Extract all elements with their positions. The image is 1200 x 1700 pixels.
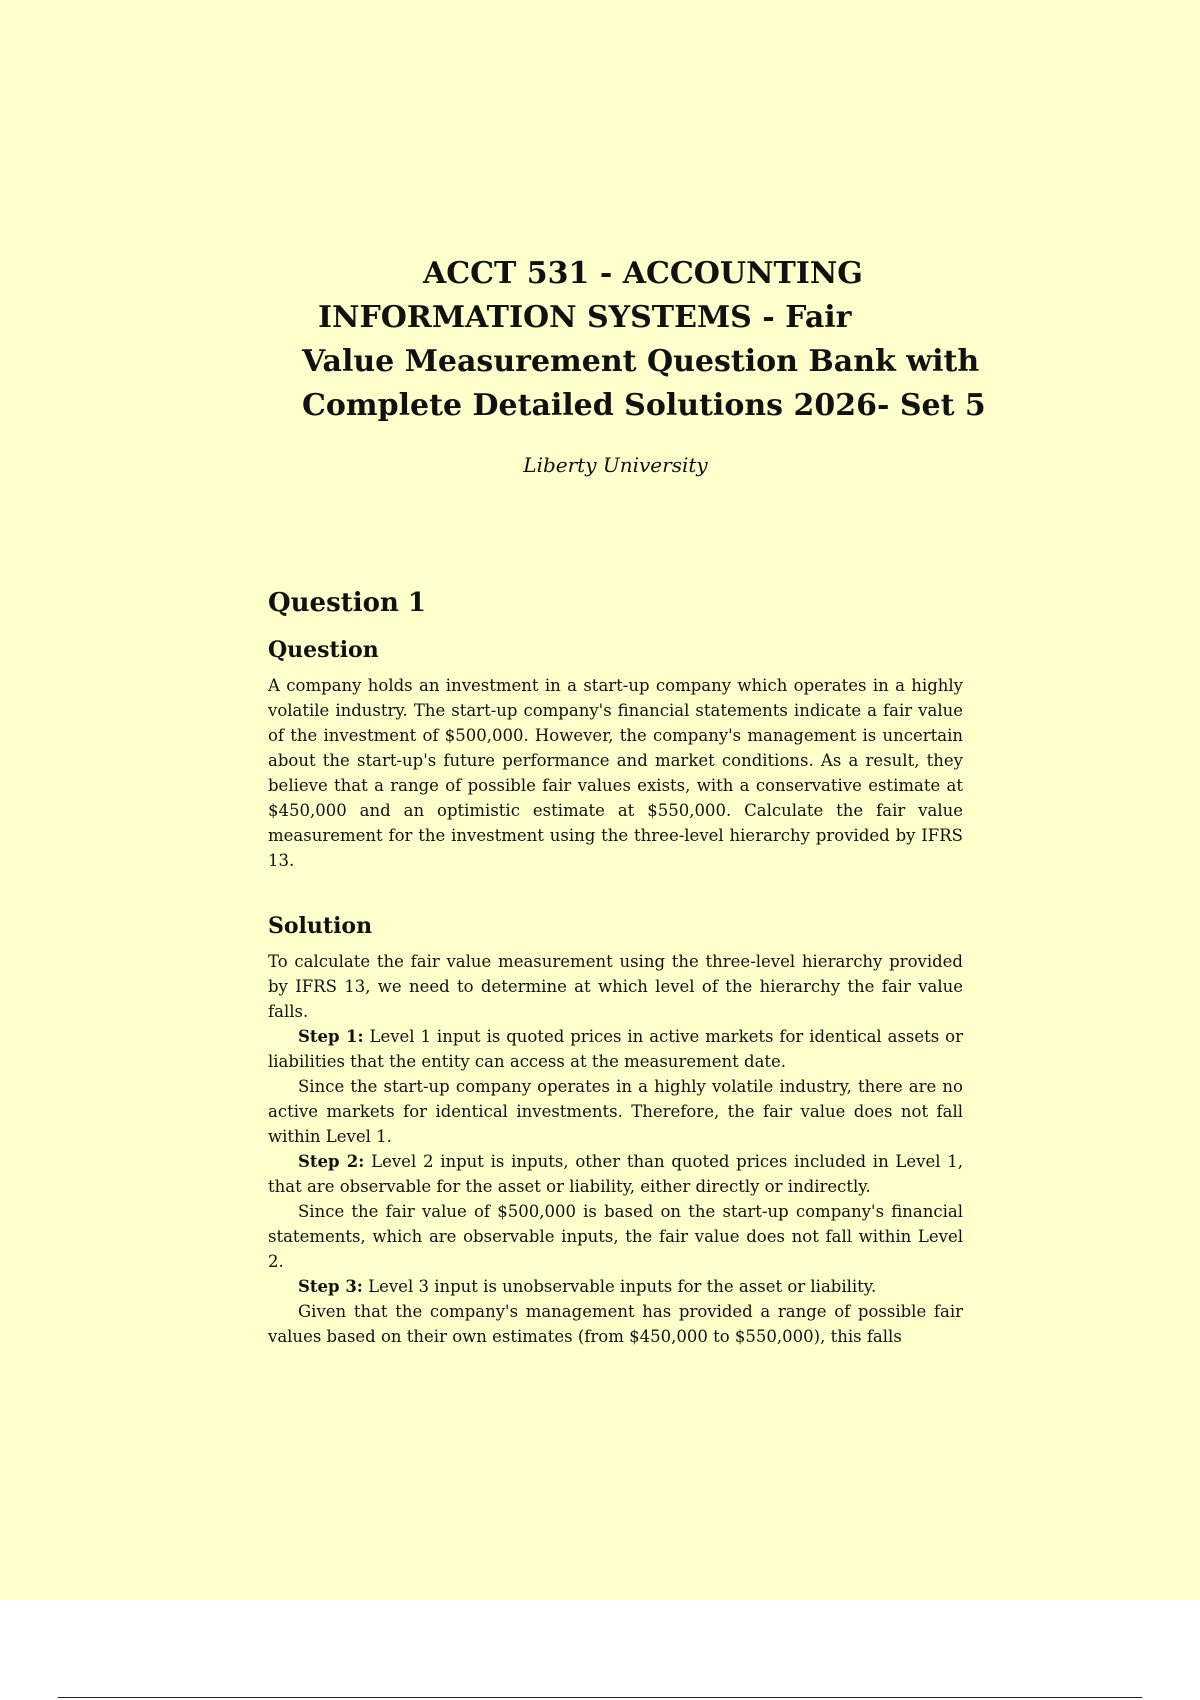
question-number-heading: Question 1 xyxy=(268,588,427,618)
question-text: A company holds an investment in a start-up company which operates in a highly volatile industry. The start-up company's financial statements indicate a fair value of the investment of $500,000. However, the company's management is uncertain about the start-up's future performance and market conditions. As a result, they believe that a range of possible fair values exists, with a conservative estimate at $450,000 and an optimistic estimate at $550,000. Calculate the fair value measurement for the investment using the three-level hierarchy provided by IFRS 13. xyxy=(268,676,963,870)
question-1-section xyxy=(268,585,963,1349)
title-line-2: INFORMATION SYSTEMS - Fair xyxy=(318,300,852,335)
title-line-1: ACCT 531 - ACCOUNTING xyxy=(423,256,863,291)
document-title xyxy=(290,252,986,428)
step-1-text: Level 1 input is quoted prices in active markets for identical assets or liabilities that the entity can access at the measurement date. xyxy=(268,1027,963,1071)
step-2-label: Step 2: xyxy=(298,1152,365,1171)
step-2-text: Level 2 input is inputs, other than quoted prices included in Level 1, that are observable for the asset or liability, either directly or indirectly. xyxy=(268,1152,964,1196)
step-1-paragraph xyxy=(268,1024,963,1074)
footer-divider xyxy=(58,1697,1142,1698)
step-2-explanation: Since the fair value of $500,000 is based on the start-up company's financial statements, which are observable inputs, the fair value does not fall within Level 2. xyxy=(268,1202,963,1271)
institution-name: Liberty University xyxy=(523,453,708,477)
solution-intro: To calculate the fair value measurement using the three-level hierarchy provided by IFRS 13, we need to determine at which level of the hierarchy the fair value falls. xyxy=(268,952,963,1021)
step-3-label: Step 3: xyxy=(298,1277,363,1296)
step-3-explanation: Given that the company's management has provided a range of possible fair values based on their own estimates (from $450,000 to $550,000), this falls xyxy=(268,1302,963,1346)
step-3-paragraph xyxy=(268,1274,963,1299)
step-1-explanation: Since the start-up company operates in a highly volatile industry, there are no active markets for identical investments. Therefore, the fair value does not fall within Level 1. xyxy=(268,1077,963,1146)
step-3-text: Level 3 input is unobservable inputs for the asset or liability. xyxy=(362,1277,877,1296)
solution-label: Solution xyxy=(268,913,373,939)
section-spacer xyxy=(268,873,963,911)
step-1-label: Step 1: xyxy=(298,1027,364,1046)
title-line-4: Complete Detailed Solutions 2026- Set 5 xyxy=(302,388,986,423)
question-label: Question xyxy=(268,637,379,663)
title-line-3: Value Measurement Question Bank with xyxy=(302,344,980,379)
step-2-paragraph xyxy=(268,1149,963,1199)
